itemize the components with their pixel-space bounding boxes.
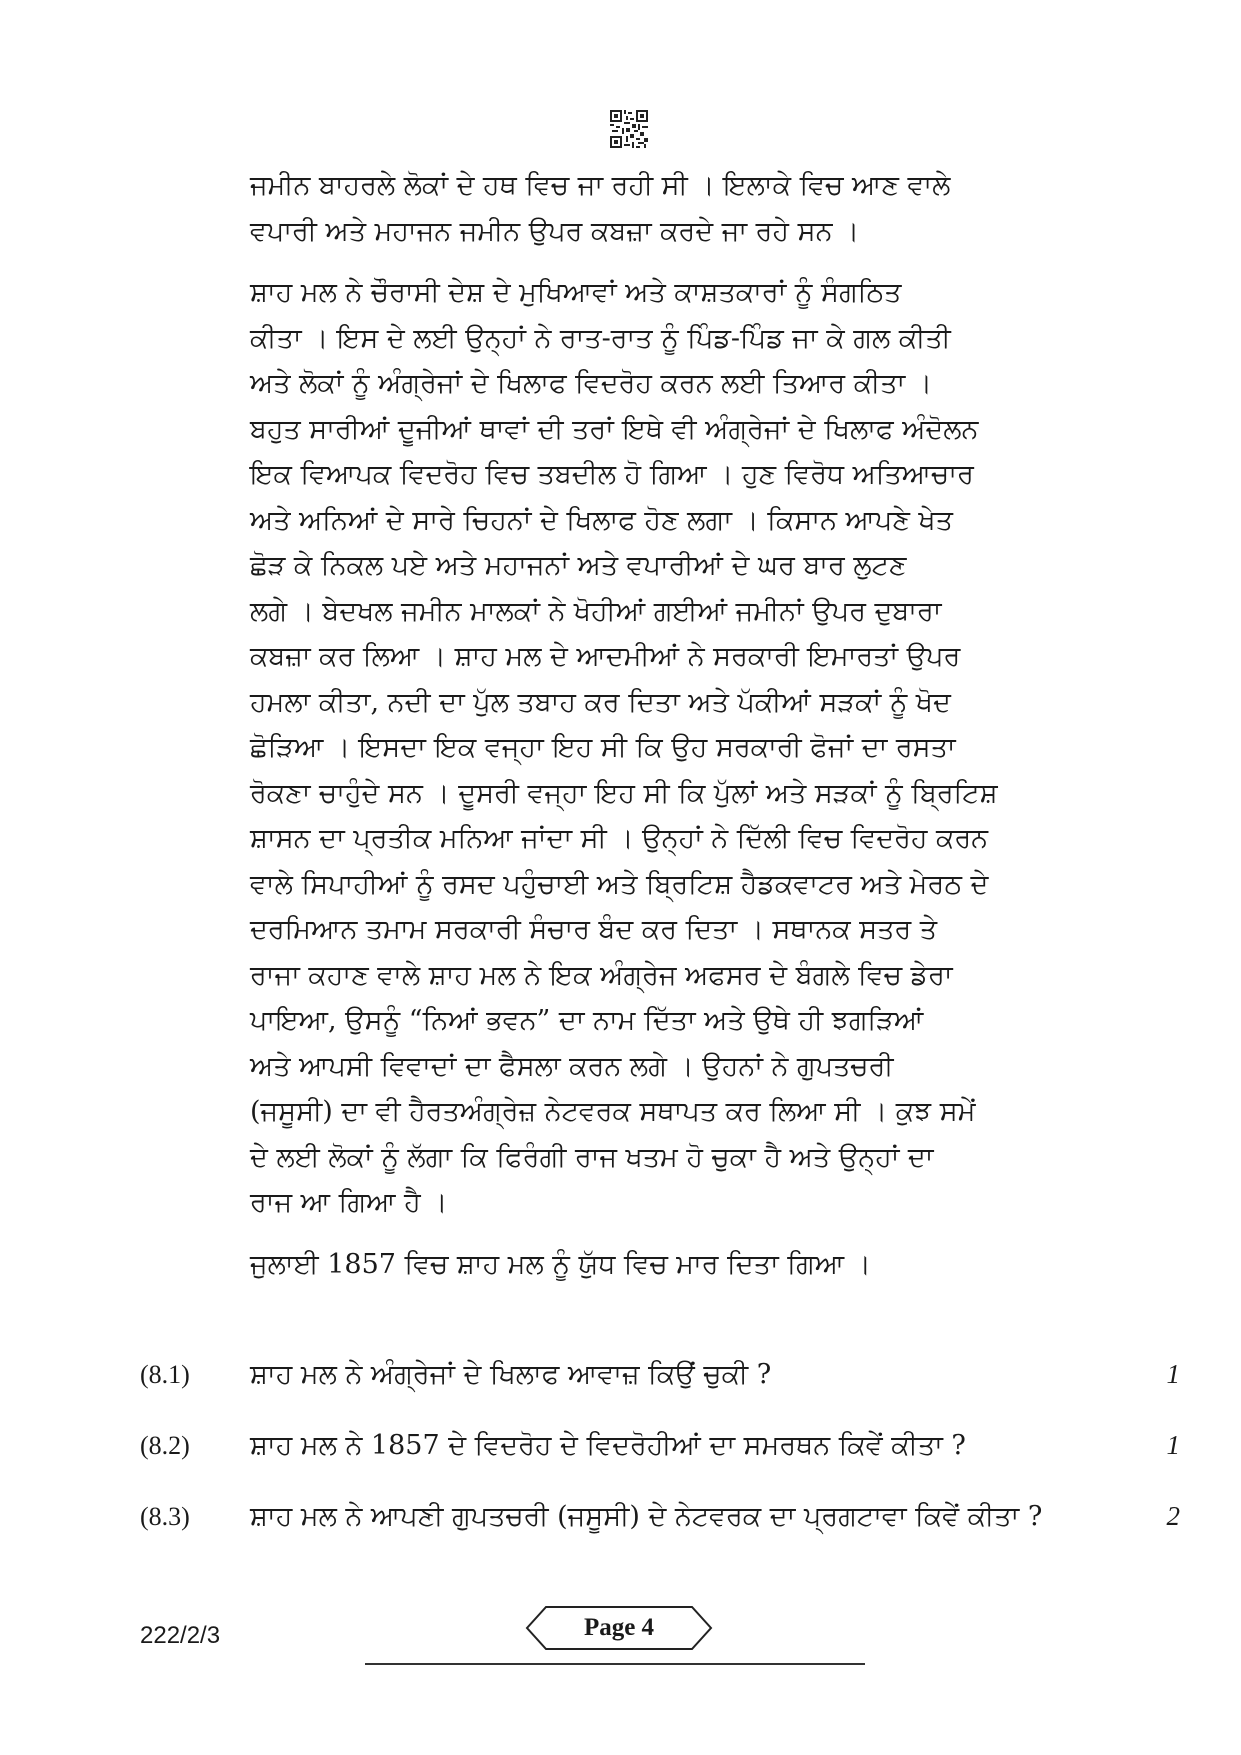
text-line: ਕੀਤਾ । ਇਸ ਦੇ ਲਈ ਉਨ੍ਹਾਂ ਨੇ ਰਾਤ-ਰਾਤ ਨੂੰ ਪਿੰਡ-ਪਿੰਡ ਜਾ ਕੇ ਗਲ ਕੀਤੀ xyxy=(250,322,951,354)
question-list xyxy=(140,1352,1180,1565)
question-number: (8.1) xyxy=(140,1360,190,1389)
text-line: ਲਗੇ । ਬੇਦਖਲ ਜਮੀਨ ਮਾਲਕਾਂ ਨੇ ਖੋਹੀਆਂ ਗਈਆਂ ਜਮੀਨਾਂ ਉਪਰ ਦੁਬਾਰਾ xyxy=(250,595,942,627)
text-line: ਪਾਇਆ, ਉਸਨੂੰ “ਨਿਆਂ ਭਵਨ” ਦਾ ਨਾਮ ਦਿੱਤਾ ਅਤੇ ਉਥੇ ਹੀ ਝਗੜਿਆਂ xyxy=(250,1005,924,1036)
question-8-2 xyxy=(140,1423,1180,1468)
question-marks: 1 xyxy=(1166,1430,1180,1460)
question-8-3 xyxy=(140,1494,1180,1539)
question-number: (8.2) xyxy=(140,1431,190,1460)
text-line: ਬਹੁਤ ਸਾਰੀਆਂ ਦੂਜੀਆਂ ਥਾਵਾਂ ਦੀ ਤਰਾਂ ਇਥੇ ਵੀ ਅੰਗ੍ਰੇਜਾਂ ਦੇ ਖਿਲਾਫ ਅੰਦੋਲਨ xyxy=(250,413,979,445)
text-line: ਛੋੜ ਕੇ ਨਿਕਲ ਪਏ ਅਤੇ ਮਹਾਜਨਾਂ ਅਤੇ ਵਪਾਰੀਆਂ ਦੇ ਘਰ ਬਾਰ ਲੁਟਣ xyxy=(250,550,907,581)
text-line: ਇਕ ਵਿਆਪਕ ਵਿਦਰੋਹ ਵਿਚ ਤਬਦੀਲ ਹੋ ਗਿਆ । ਹੁਣ ਵਿਰੋਧ ਅਤਿਆਚਾਰ xyxy=(250,459,974,490)
text-line: ਦੇ ਲਈ ਲੋਕਾਂ ਨੂੰ ਲੱਗਾ ਕਿ ਫਿਰੰਗੀ ਰਾਜ ਖਤਮ ਹੋ ਚੁਕਾ ਹੈ ਅਤੇ ਉਨ੍ਹਾਂ ਦਾ xyxy=(250,1141,934,1173)
text-line: ਹਮਲਾ ਕੀਤਾ, ਨਦੀ ਦਾ ਪੁੱਲ ਤਬਾਹ ਕਰ ਦਿਤਾ ਅਤੇ ਪੱਕੀਆਂ ਸੜਕਾਂ ਨੂੰ ਖੋਦ xyxy=(250,686,951,718)
text-line: ਸ਼ਾਸਨ ਦਾ ਪ੍ਰਤੀਕ ਮਨਿਆ ਜਾਂਦਾ ਸੀ । ਉਨ੍ਹਾਂ ਨੇ ਦਿੱਲੀ ਵਿਚ ਵਿਦਰੋਹ ਕਰਨ xyxy=(250,823,989,854)
text-line: ਵਾਲੇ ਸਿਪਾਹੀਆਂ ਨੂੰ ਰਸਦ ਪਹੁੰਚਾਈ ਅਤੇ ਬ੍ਰਿਟਿਸ਼ ਹੈਡਕਵਾਟਰ ਅਤੇ ਮੇਰਠ ਦੇ xyxy=(250,868,989,900)
text-line: ਅਤੇ ਅਨਿਆਂ ਦੇ ਸਾਰੇ ਚਿਹਨਾਂ ਦੇ ਖਿਲਾਫ ਹੋਣ ਲਗਾ । ਕਿਸਾਨ ਆਪਣੇ ਖੇਤ xyxy=(250,504,953,536)
text-line: ਅਤੇ ਆਪਸੀ ਵਿਵਾਦਾਂ ਦਾ ਫੈਸਲਾ ਕਰਨ ਲਗੇ । ਉਹਨਾਂ ਨੇ ਗੁਪਤਚਰੀ xyxy=(250,1050,894,1082)
text-line: ਦਰਮਿਆਨ ਤਮਾਮ ਸਰਕਾਰੀ ਸੰਚਾਰ ਬੰਦ ਕਰ ਦਿਤਾ । ਸਥਾਨਕ ਸਤਰ ਤੇ xyxy=(250,914,938,945)
text-line: ਸ਼ਾਹ ਮਲ ਨੇ ਚੌਰਾਸੀ ਦੇਸ਼ ਦੇ ਮੁਖਿਆਵਾਂ ਅਤੇ ਕਾਸ਼ਤਕਾਰਾਂ ਨੂੰ ਸੰਗਠਿਤ xyxy=(250,277,902,308)
passage xyxy=(250,163,1120,1303)
text-line: ਛੋੜਿਆ । ਇਸਦਾ ਇਕ ਵਜ੍ਹਾ ਇਹ ਸੀ ਕਿ ਉਹ ਸਰਕਾਰੀ ਫੋਜਾਂ ਦਾ ਰਸਤਾ xyxy=(250,732,956,763)
text-line: ਕਬਜ਼ਾ ਕਰ ਲਿਆ । ਸ਼ਾਹ ਮਲ ਦੇ ਆਦਮੀਆਂ ਨੇ ਸਰਕਾਰੀ ਇਮਾਰਤਾਂ ਉਪਰ xyxy=(250,641,961,672)
question-marks: 2 xyxy=(1166,1501,1180,1531)
text-line: ਅਤੇ ਲੋਕਾਂ ਨੂੰ ਅੰਗ੍ਰੇਜਾਂ ਦੇ ਖਿਲਾਫ ਵਿਦਰੋਹ ਕਰਨ ਲਈ ਤਿਆਰ ਕੀਤਾ । xyxy=(250,368,933,399)
page-number: Page 4 xyxy=(583,1614,655,1641)
text-line: ਰਾਜ ਆ ਗਿਆ ਹੈ । xyxy=(250,1187,448,1218)
text-line: (ਜਸੂਸੀ) ਦਾ ਵੀ ਹੈਰਤਅੰਗ੍ਰੇਜ਼ ਨੇਟਵਰਕ ਸਥਾਪਤ ਕਰ ਲਿਆ ਸੀ । ਕੁਝ ਸਮੇਂ xyxy=(250,1096,976,1127)
text-line: ਜਮੀਨ ਬਾਹਰਲੇ ਲੋਕਾਂ ਦੇ ਹਥ ਵਿਚ ਜਾ ਰਹੀ ਸੀ । ਇਲਾਕੇ ਵਿਚ ਆਣ ਵਾਲੇ xyxy=(250,170,951,201)
text-line: ਜੁਲਾਈ 1857 ਵਿਚ ਸ਼ਾਹ ਮਲ ਨੂੰ ਯੁੱਧ ਵਿਚ ਮਾਰ ਦਿਤਾ ਗਿਆ । xyxy=(250,1248,871,1280)
text-line: ਰੋਕਣਾ ਚਾਹੁੰਦੇ ਸਨ । ਦੂਸਰੀ ਵਜ੍ਹਾ ਇਹ ਸੀ ਕਿ ਪੁੱਲਾਂ ਅਤੇ ਸੜਕਾਂ ਨੂੰ ਬ੍ਰਿਟਿਸ਼ xyxy=(250,777,998,809)
question-text: ਸ਼ਾਹ ਮਲ ਨੇ ਅੰਗ੍ਰੇਜਾਂ ਦੇ ਖਿਲਾਫ ਆਵਾਜ਼ ਕਿਉਂ ਚੁਕੀ ? xyxy=(250,1359,772,1390)
passage-paragraph-1 xyxy=(250,163,1120,254)
question-text: ਸ਼ਾਹ ਮਲ ਨੇ ਆਪਣੀ ਗੁਪਤਚਰੀ (ਜਸੂਸੀ) ਦੇ ਨੇਟਵਰਕ ਦਾ ਪ੍ਰਗਟਾਵਾ ਕਿਵੇਂ ਕੀਤਾ ? xyxy=(250,1501,1043,1532)
paper-code: 222/2/3 xyxy=(140,1622,221,1649)
question-marks: 1 xyxy=(1166,1359,1180,1389)
question-text: ਸ਼ਾਹ ਮਲ ਨੇ 1857 ਦੇ ਵਿਦਰੋਹ ਦੇ ਵਿਦਰੋਹੀਆਂ ਦਾ ਸਮਰਥਨ ਕਿਵੇਂ ਕੀਤਾ ? xyxy=(250,1430,966,1461)
passage-paragraph-2 xyxy=(250,270,1120,1226)
passage-paragraph-3 xyxy=(250,1242,1120,1288)
qr-code-icon xyxy=(610,110,648,148)
footer-rule xyxy=(365,1663,865,1665)
text-line: ਰਾਜਾ ਕਹਾਣ ਵਾਲੇ ਸ਼ਾਹ ਮਲ ਨੇ ਇਕ ਅੰਗ੍ਰੇਜ ਅਫਸਰ ਦੇ ਬੰਗਲੇ ਵਿਚ ਡੇਰਾ xyxy=(250,959,953,991)
question-8-1 xyxy=(140,1352,1180,1397)
question-number: (8.3) xyxy=(140,1502,190,1531)
text-line: ਵਪਾਰੀ ਅਤੇ ਮਹਾਜਨ ਜਮੀਨ ਉਪਰ ਕਬਜ਼ਾ ਕਰਦੇ ਜਾ ਰਹੇ ਸਨ । xyxy=(250,215,860,247)
